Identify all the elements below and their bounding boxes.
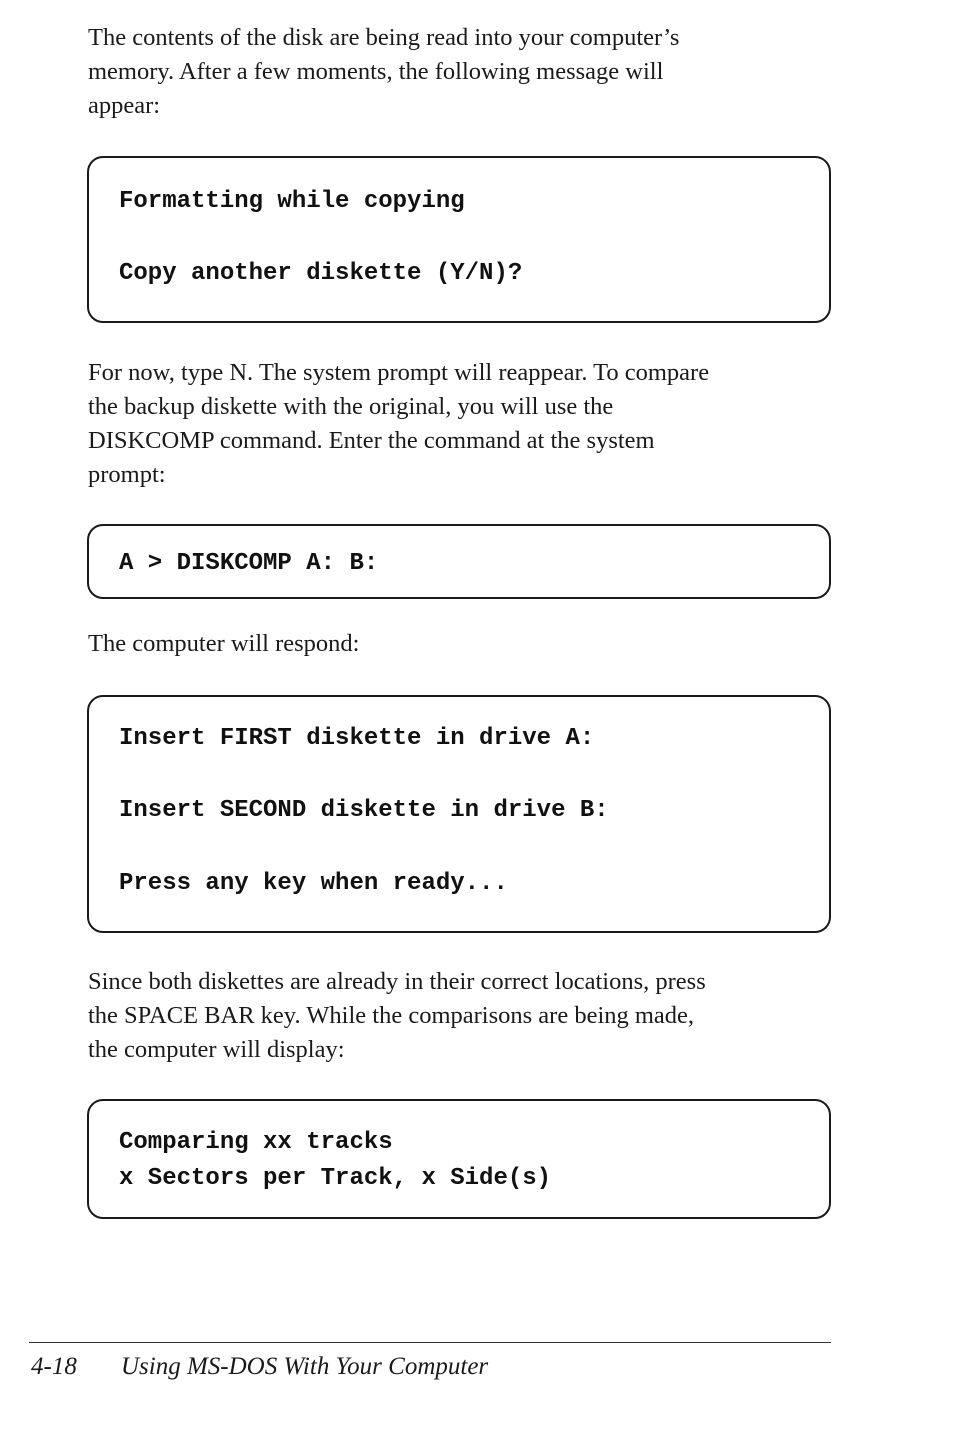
screen-line: x Sectors per Track, x Side(s) [119,1165,552,1192]
screen-line: Press any key when ready... [119,870,508,897]
screen-line: Formatting while copying [119,188,465,215]
screen-line: Insert SECOND diskette in drive B: [119,797,609,824]
text-line: the SPACE BAR key. While the comparisons are being made, [88,1002,695,1029]
text-line: DISKCOMP command. Enter the command at the system [88,427,655,454]
screen-insert-diskettes [87,695,831,933]
screen-line: Insert FIRST diskette in drive A: [119,725,595,752]
text-line: prompt: [88,461,166,488]
screen-line: Copy another diskette (Y/N)? [119,260,523,287]
screen-diskcomp-command [87,524,831,599]
text-line: memory. After a few moments, the following message will [88,58,664,85]
text-line: Since both diskettes are already in their correct locations, press [88,968,706,995]
paragraph-space-bar [88,965,833,1067]
text-line: appear: [88,92,161,119]
text-line: The computer will respond: [88,630,360,657]
screen-line: A > DISKCOMP A: B: [119,550,379,577]
page-number: 4-18 [31,1353,77,1380]
running-title: Using MS-DOS With Your Computer [121,1353,489,1380]
screen-formatting-message [87,156,831,323]
paragraph-disk-read [88,21,833,123]
footer-rule [29,1342,831,1343]
paragraph-diskcomp-intro [88,356,833,492]
text-line: For now, type N. The system prompt will reappear. To compare [88,359,710,386]
screen-comparing-tracks [87,1099,831,1219]
text-line: the backup diskette with the original, you will use the [88,393,614,420]
text-line: the computer will display: [88,1036,345,1063]
text-line: The contents of the disk are being read into your computer’s [88,24,680,51]
paragraph-computer-respond [88,627,833,661]
screen-line: Comparing xx tracks [119,1129,393,1156]
